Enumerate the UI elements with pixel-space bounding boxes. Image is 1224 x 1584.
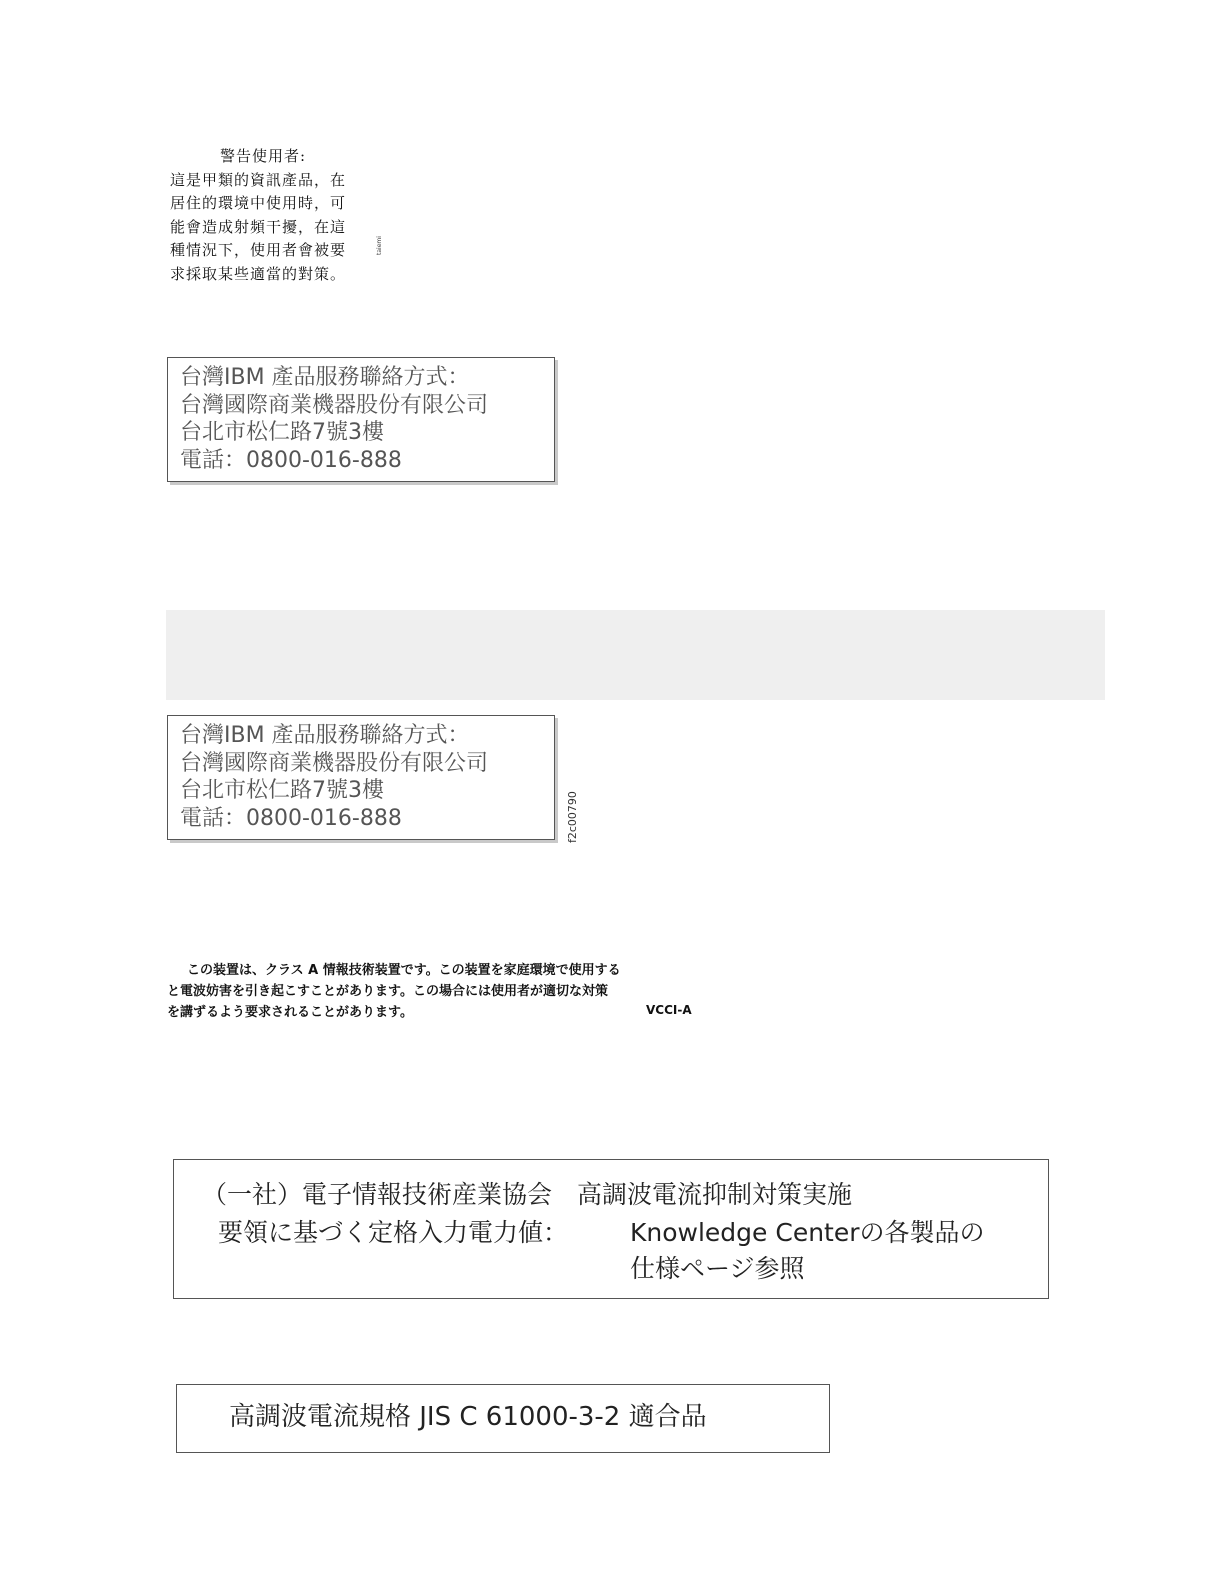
warning-line: 求採取某些適當的對策。 [170,264,347,283]
jeita-line: （一社）電子情報技術産業協会 高調波電流抑制対策実施 [202,1180,853,1209]
contact-phone: 電話：0800-016-888 [180,447,402,473]
vcci-line: を講ずるよう要求されることがあります。 [167,1005,413,1020]
warning-line: 能會造成射頻干擾，在這 [170,217,347,236]
warning-line: 居住的環境中使用時，可 [170,194,347,212]
ibm-taiwan-contact-box [167,357,555,482]
warning-line: 種情況下，使用者會被要 [170,241,347,259]
contact-line: 台北市松仁路7號3樓 [180,420,384,445]
gray-band [166,610,1105,700]
contact-line: 台灣IBM 產品服務聯絡方式： [180,723,470,748]
vcci-mark: VCCI-A [646,1003,692,1017]
jeita-line: 要領に基づく定格入力電力値： [218,1218,569,1247]
jis-compliance-box [176,1384,830,1453]
jeita-line: Knowledge Centerの各製品の [630,1218,985,1247]
figure-id: f2c00790 [566,791,579,843]
jeita-harmonics-box [173,1159,1049,1299]
taiwan-class-a-warning [170,145,385,286]
contact-phone: 電話：0800-016-888 [180,805,402,831]
warning-line: 這是甲類的資訊產品，在 [170,170,347,189]
vcci-line: と電波妨害を引き起こすことがあります。この場合には使用者が適切な対策 [167,984,608,999]
vcci-line: この装置は、クラス A 情報技術装置です。この装置を家庭環境で使用する [187,963,621,978]
jis-text: 高調波電流規格 JIS C 61000-3-2 適合品 [229,1402,707,1432]
warning-code: taiemi [376,236,383,255]
contact-line: 台北市松仁路7號3樓 [180,778,384,803]
contact-line: 台灣國際商業機器股份有限公司 [180,392,489,418]
contact-line: 台灣IBM 產品服務聯絡方式： [180,365,470,390]
jeita-line: 仕様ページ参照 [630,1254,805,1283]
ibm-taiwan-contact-box [167,715,555,840]
warning-title: 警告使用者: [220,147,307,165]
contact-line: 台灣國際商業機器股份有限公司 [180,750,489,776]
